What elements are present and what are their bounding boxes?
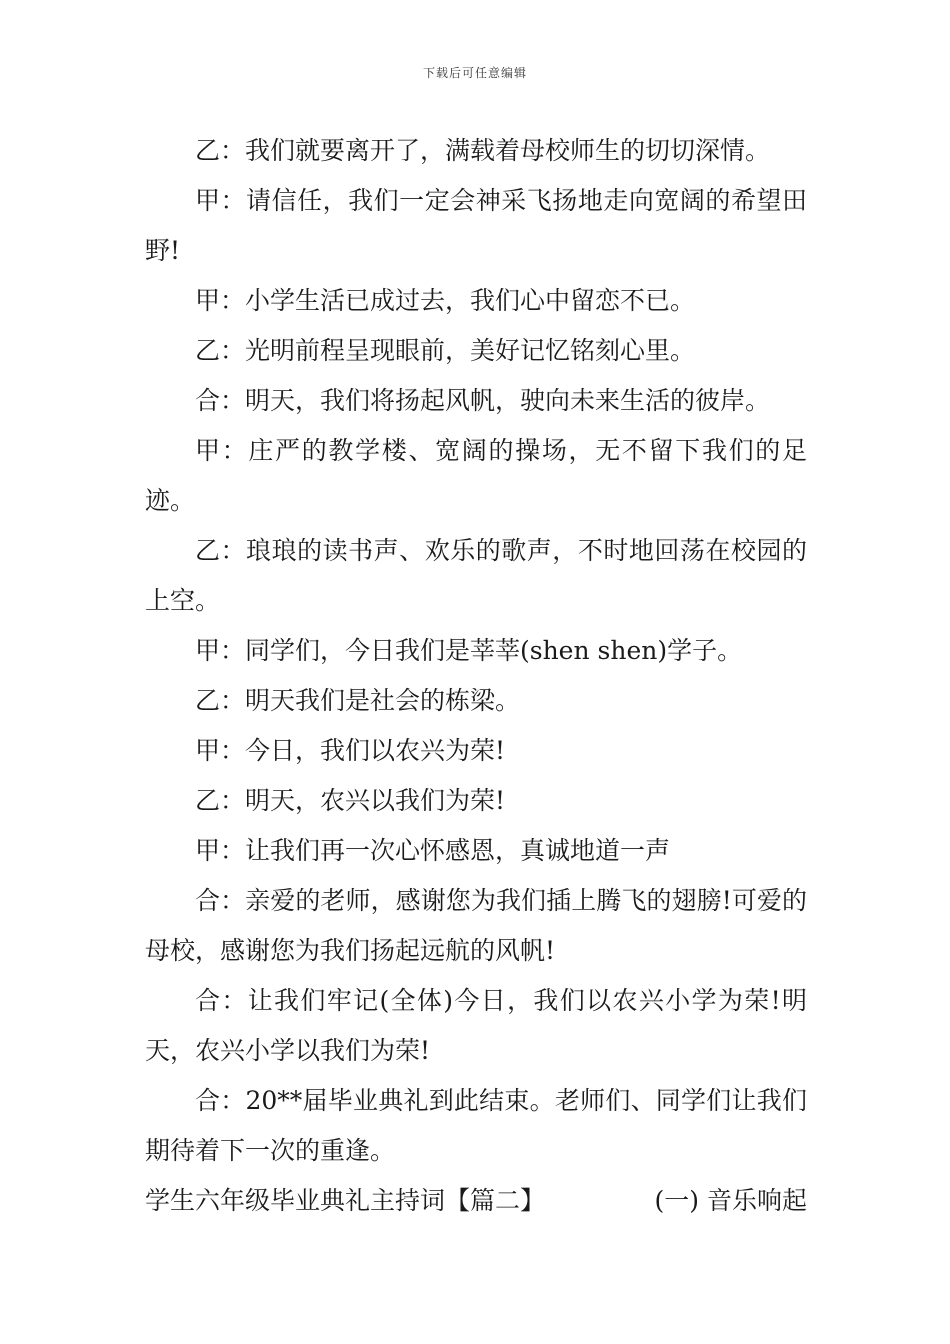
paragraph: 甲：请信任，我们一定会神采飞扬地走向宽阔的希望田野!: [145, 186, 807, 265]
section-heading-line: [145, 1176, 807, 1226]
document-body: [145, 126, 807, 1226]
paragraph: 甲：让我们再一次心怀感恩，真诚地道一声: [195, 836, 671, 865]
paragraph: 乙：光明前程呈现眼前，美好记忆铭刻心里。: [195, 336, 696, 365]
paragraph: 甲：今日，我们以农兴为荣!: [195, 736, 506, 765]
subsection-label: (一) 音乐响起: [654, 1186, 807, 1215]
page-header: 下载后可任意编辑: [422, 66, 527, 80]
section-title: 学生六年级毕业典礼主持词【篇二】: [145, 1186, 546, 1215]
paragraph: 乙：明天，农兴以我们为荣!: [195, 786, 506, 815]
paragraph: 乙：我们就要离开了，满载着母校师生的切切深情。: [195, 136, 771, 165]
paragraph: 合：让我们牢记(全体)今日，我们以农兴小学为荣!明天，农兴小学以我们为荣!: [145, 986, 807, 1065]
paragraph: 合：明天，我们将扬起风帆，驶向未来生活的彼岸。: [195, 386, 771, 415]
paragraph: 甲：庄严的教学楼、宽阔的操场，无不留下我们的足迹。: [145, 436, 807, 515]
paragraph: 乙：明天我们是社会的栋梁。: [195, 686, 521, 715]
paragraph: 甲：同学们，今日我们是莘莘(shen shen)学子。: [195, 636, 743, 665]
paragraph: 合：亲爱的老师，感谢您为我们插上腾飞的翅膀!可爱的母校，感谢您为我们扬起远航的风帆!: [145, 886, 807, 965]
paragraph: 乙：琅琅的读书声、欢乐的歌声，不时地回荡在校园的上空。: [145, 536, 807, 615]
paragraph: 合：20**届毕业典礼到此结束。老师们、同学们让我们期待着下一次的重逢。: [145, 1086, 807, 1165]
paragraph: 甲：小学生活已成过去，我们心中留恋不已。: [195, 286, 696, 315]
